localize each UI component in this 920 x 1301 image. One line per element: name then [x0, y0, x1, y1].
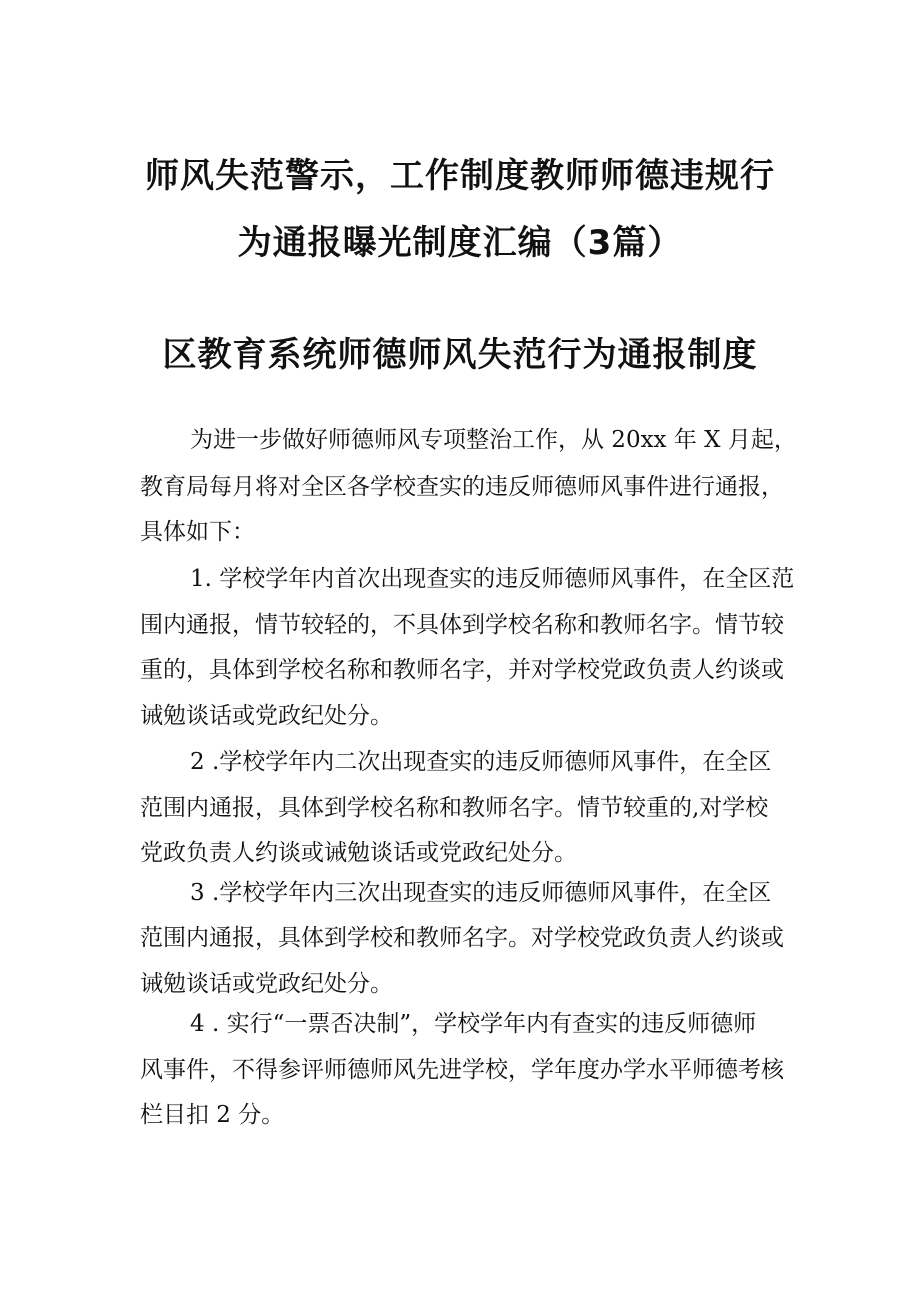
- item-3-line: 诫勉谈话或党政纪处分。: [140, 971, 393, 997]
- document-title-line-1: 师风失范警示，工作制度教师师德违规行: [145, 156, 775, 196]
- item-2-line: 党政负责人约谈或诫勉谈话或党政纪处分。: [140, 840, 577, 866]
- item-4-line: 栏目扣 2 分。: [140, 1102, 285, 1128]
- item-1-line: 诫勉谈话或党政纪处分。: [140, 703, 393, 729]
- item-2-line: 2 .学校学年内二次出现查实的违反师德师风事件，在全区: [190, 749, 772, 775]
- item-4-line: 4 . 实行“一票否决制”，学校学年内有查实的违反师德师: [190, 1011, 757, 1037]
- item-1-line: 重的，具体到学校名称和教师名字，并对学校党政负责人约谈或: [140, 657, 784, 683]
- item-2-line: 范围内通报，具体到学校名称和教师名字。情节较重的,对学校: [140, 795, 769, 821]
- item-4-line: 风事件，不得参评师德师风先进学校，学年度办学水平师德考核: [140, 1057, 784, 1083]
- intro-line: 教育局每月将对全区各学校查实的违反师德师风事件进行通报，: [140, 474, 784, 500]
- item-3-line: 3 .学校学年内三次出现查实的违反师德师风事件，在全区: [190, 880, 772, 906]
- item-3-line: 范围内通报，具体到学校和教师名字。对学校党政负责人约谈或: [140, 925, 784, 951]
- item-1-line: 1. 学校学年内首次出现查实的违反师德师风事件，在全区范: [190, 566, 795, 592]
- document-title-line-2: 为通报曝光制度汇编（3篇）: [237, 223, 683, 263]
- intro-line: 为进一步做好师德师风专项整治工作，从 20xx 年 X 月起，: [190, 427, 797, 453]
- intro-line: 具体如下：: [140, 519, 255, 545]
- section-title: 区教育系统师德师风失范行为通报制度: [162, 335, 758, 375]
- item-1-line: 围内通报，情节较轻的，不具体到学校名称和教师名字。情节较: [140, 612, 784, 638]
